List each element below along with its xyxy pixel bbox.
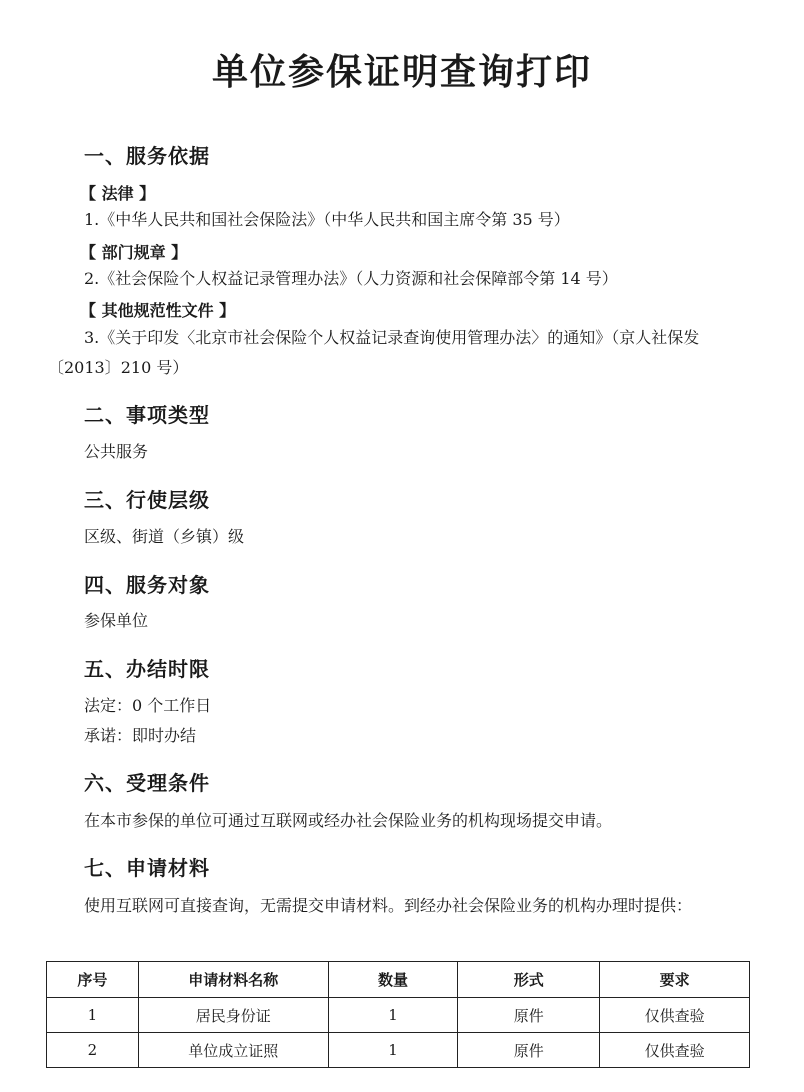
cell-quantity: 1 xyxy=(328,998,458,1033)
header-quantity: 数量 xyxy=(328,962,458,998)
conditions-text: 在本市参保的单位可通过互联网或经办社会保险业务的机构现场提交申请。 xyxy=(84,811,613,830)
cell-index: 1 xyxy=(47,998,139,1033)
section-heading-level: 三、行使层级 xyxy=(84,488,210,512)
cell-material-name: 居民身份证 xyxy=(138,998,328,1033)
header-material-name: 申请材料名称 xyxy=(138,962,328,998)
cell-requirement: 仅供查验 xyxy=(600,998,750,1033)
other-document-item: 3.《关于印发〈北京市社会保险个人权益记录查询使用管理办法〉的通知》（京人社保发〔2013〕210 号） xyxy=(48,328,700,377)
item-type-text: 公共服务 xyxy=(84,442,149,461)
materials-text: 使用互联网可直接查询，无需提交申请材料。到经办社会保险业务的机构办理时提供： xyxy=(84,896,693,915)
table-header-row xyxy=(47,962,750,998)
law-item: 1.《中华人民共和国社会保险法》（中华人民共和国主席令第 35 号） xyxy=(84,210,570,229)
section-heading-basis: 一、服务依据 xyxy=(84,144,210,168)
cell-material-name: 单位成立证照 xyxy=(138,1033,328,1068)
tag-other-documents: 【 其他规范性文件 】 xyxy=(80,301,236,320)
level-text: 区级、街道（乡镇）级 xyxy=(84,527,245,546)
header-requirement: 要求 xyxy=(600,962,750,998)
regulation-item: 2.《社会保险个人权益记录管理办法》（人力资源和社会保障部令第 14 号） xyxy=(84,269,618,288)
target-text: 参保单位 xyxy=(84,611,149,630)
cell-form: 原件 xyxy=(458,1033,600,1068)
section-heading-type: 二、事项类型 xyxy=(84,403,210,427)
tag-regulation: 【 部门规章 】 xyxy=(80,243,188,262)
header-index: 序号 xyxy=(47,962,139,998)
section-heading-materials: 七、申请材料 xyxy=(84,856,210,880)
tag-law: 【 法律 】 xyxy=(80,184,156,203)
section-heading-time-limit: 五、办结时限 xyxy=(84,657,210,681)
materials-table xyxy=(46,961,750,1068)
section-heading-target: 四、服务对象 xyxy=(84,573,210,597)
cell-index: 2 xyxy=(47,1033,139,1068)
cell-requirement: 仅供查验 xyxy=(600,1033,750,1068)
promise-time-text: 承诺：即时办结 xyxy=(84,726,197,745)
legal-time-text: 法定：0 个工作日 xyxy=(84,696,212,715)
table-row xyxy=(47,998,750,1033)
cell-quantity: 1 xyxy=(328,1033,458,1068)
cell-form: 原件 xyxy=(458,998,600,1033)
table-row xyxy=(47,1033,750,1068)
header-form: 形式 xyxy=(458,962,600,998)
page-title: 单位参保证明查询打印 xyxy=(211,52,592,93)
section-heading-conditions: 六、受理条件 xyxy=(84,771,210,795)
